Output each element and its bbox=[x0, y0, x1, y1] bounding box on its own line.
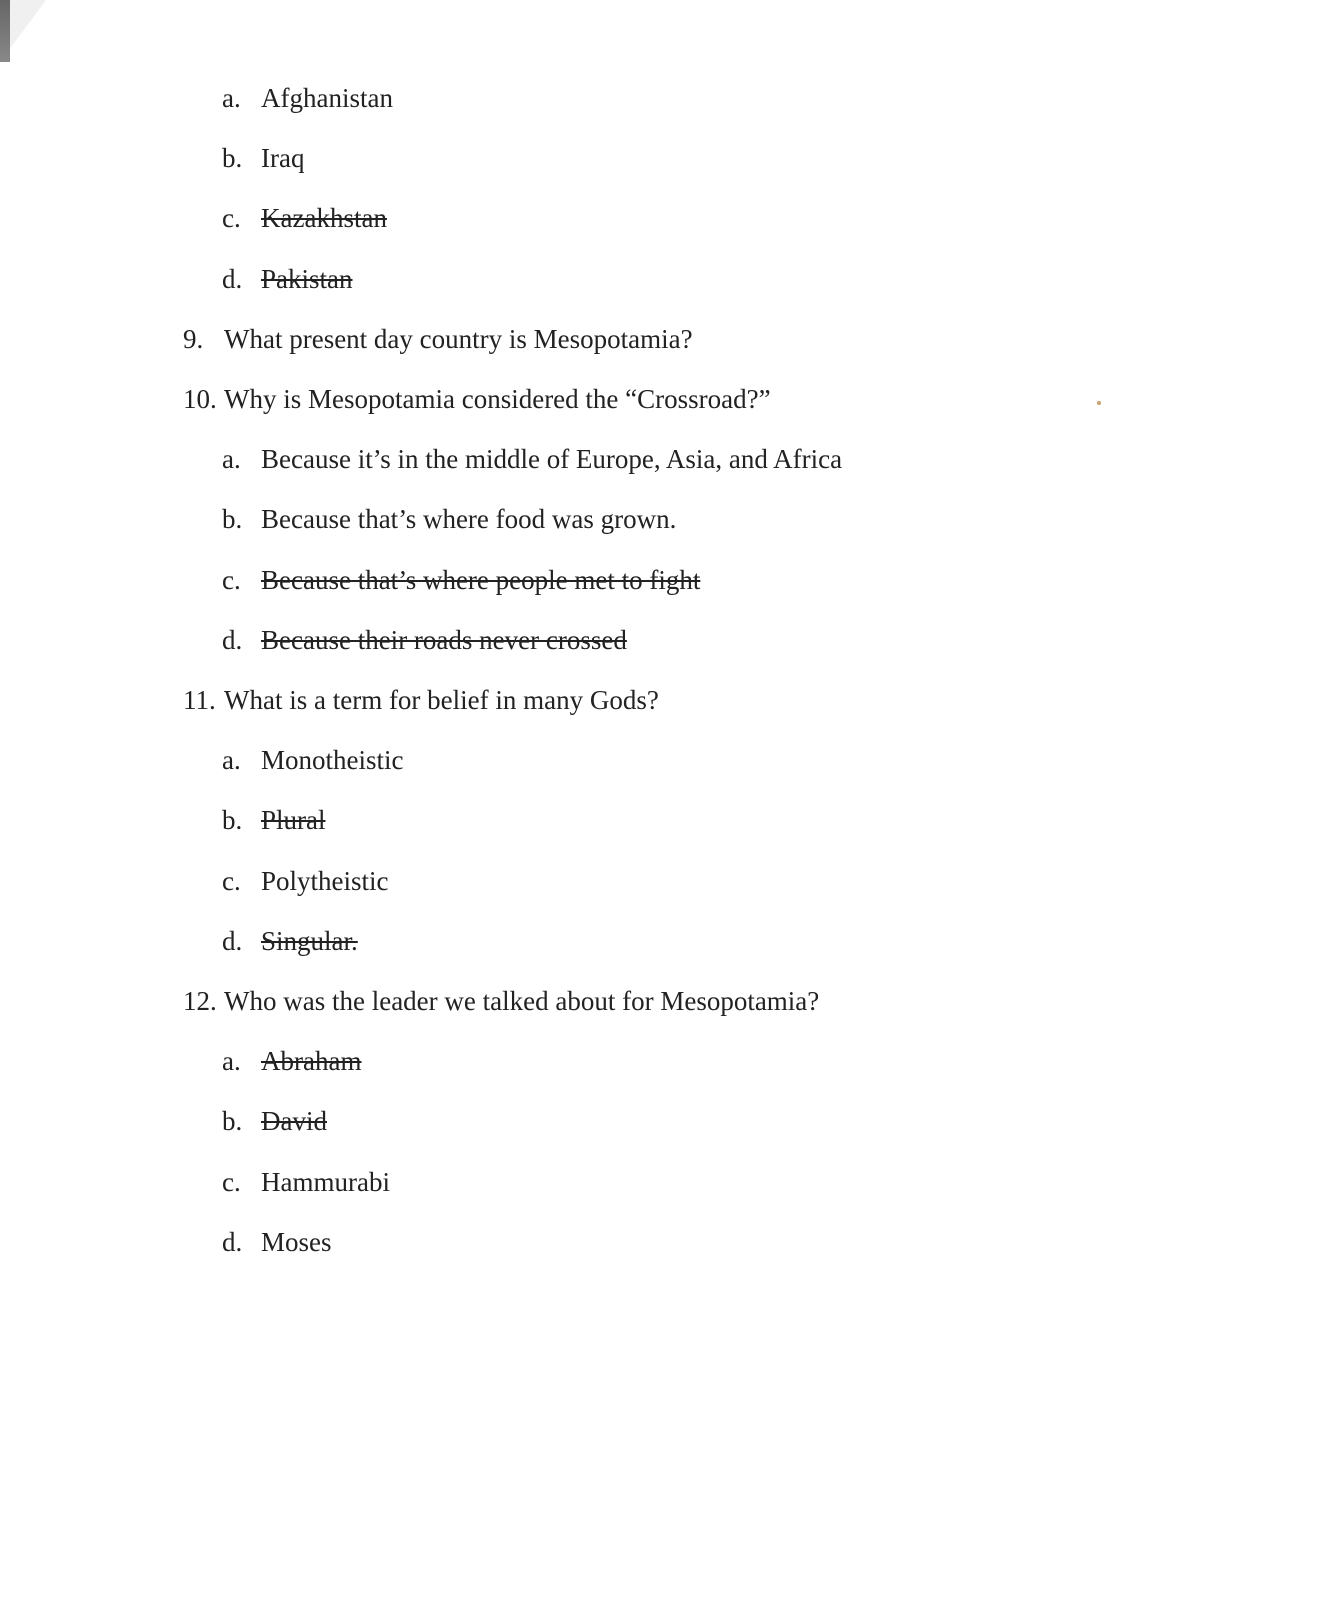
item-text: Why is Mesopotamia considered the “Crossroad?” bbox=[224, 384, 771, 414]
question bbox=[183, 379, 771, 419]
item-label: d. bbox=[222, 1226, 243, 1257]
answer-option-crossed-out bbox=[222, 1041, 361, 1081]
item-label: d. bbox=[222, 263, 243, 294]
item-label: a. bbox=[222, 745, 241, 776]
item-text: David bbox=[261, 1106, 327, 1137]
answer-option-crossed-out bbox=[222, 198, 387, 238]
item-label: a. bbox=[222, 83, 241, 113]
item-label: 10. bbox=[183, 384, 217, 414]
item-label: d. bbox=[222, 624, 243, 655]
item-text: Monotheistic bbox=[261, 745, 404, 776]
item-label: a. bbox=[222, 1046, 241, 1077]
item-label: c. bbox=[222, 203, 241, 234]
answer-option-crossed-out bbox=[222, 560, 700, 600]
item-label: 12. bbox=[183, 986, 217, 1016]
item-label: a. bbox=[222, 444, 241, 475]
item-text: What present day country is Mesopotamia? bbox=[224, 323, 693, 354]
question bbox=[183, 319, 693, 359]
item-text: Singular. bbox=[261, 925, 358, 956]
item-text: Iraq bbox=[261, 143, 305, 174]
item-label: c. bbox=[222, 564, 241, 595]
item-label: b. bbox=[222, 504, 243, 535]
item-text: Plural bbox=[261, 805, 326, 836]
item-text: Because their roads never crossed bbox=[261, 624, 627, 655]
item-text: Because that’s where people met to fight bbox=[261, 564, 701, 595]
item-text: Because it’s in the middle of Europe, Asia, and Africa bbox=[261, 444, 843, 475]
answer-option bbox=[222, 138, 304, 178]
item-label: b. bbox=[222, 1106, 243, 1137]
answer-option-crossed-out bbox=[222, 620, 627, 660]
item-label: c. bbox=[222, 865, 241, 896]
item-text: Pakistan bbox=[261, 263, 353, 294]
question bbox=[183, 680, 659, 720]
item-text: Kazakhstan bbox=[261, 203, 387, 234]
item-label: d. bbox=[222, 925, 243, 956]
item-text: Who was the leader we talked about for Mesopotamia? bbox=[224, 986, 820, 1016]
item-label: c. bbox=[222, 1166, 241, 1197]
answer-option bbox=[222, 499, 676, 539]
item-text: Moses bbox=[261, 1226, 332, 1257]
answer-option bbox=[222, 740, 404, 780]
answer-option-crossed-out bbox=[222, 1101, 327, 1141]
item-label: b. bbox=[222, 805, 243, 836]
answer-option-crossed-out bbox=[222, 800, 326, 840]
answer-option bbox=[222, 861, 389, 901]
scan-edge bbox=[0, 0, 10, 62]
item-label: 9. bbox=[183, 323, 204, 354]
item-text: What is a term for belief in many Gods? bbox=[224, 685, 659, 715]
item-text: Hammurabi bbox=[261, 1166, 390, 1197]
item-text: Abraham bbox=[261, 1046, 362, 1077]
answer-option bbox=[222, 439, 842, 479]
answer-option bbox=[222, 1222, 332, 1262]
item-text: Afghanistan bbox=[261, 83, 393, 113]
item-label: b. bbox=[222, 143, 243, 174]
question bbox=[183, 981, 819, 1021]
item-text: Polytheistic bbox=[261, 865, 389, 896]
item-label: 11. bbox=[183, 685, 216, 715]
item-text: Because that’s where food was grown. bbox=[261, 504, 677, 535]
answer-option-crossed-out bbox=[222, 259, 353, 299]
answer-option bbox=[222, 78, 393, 118]
answer-option-crossed-out bbox=[222, 921, 358, 961]
answer-option bbox=[222, 1162, 390, 1202]
scan-speck bbox=[1097, 401, 1101, 405]
